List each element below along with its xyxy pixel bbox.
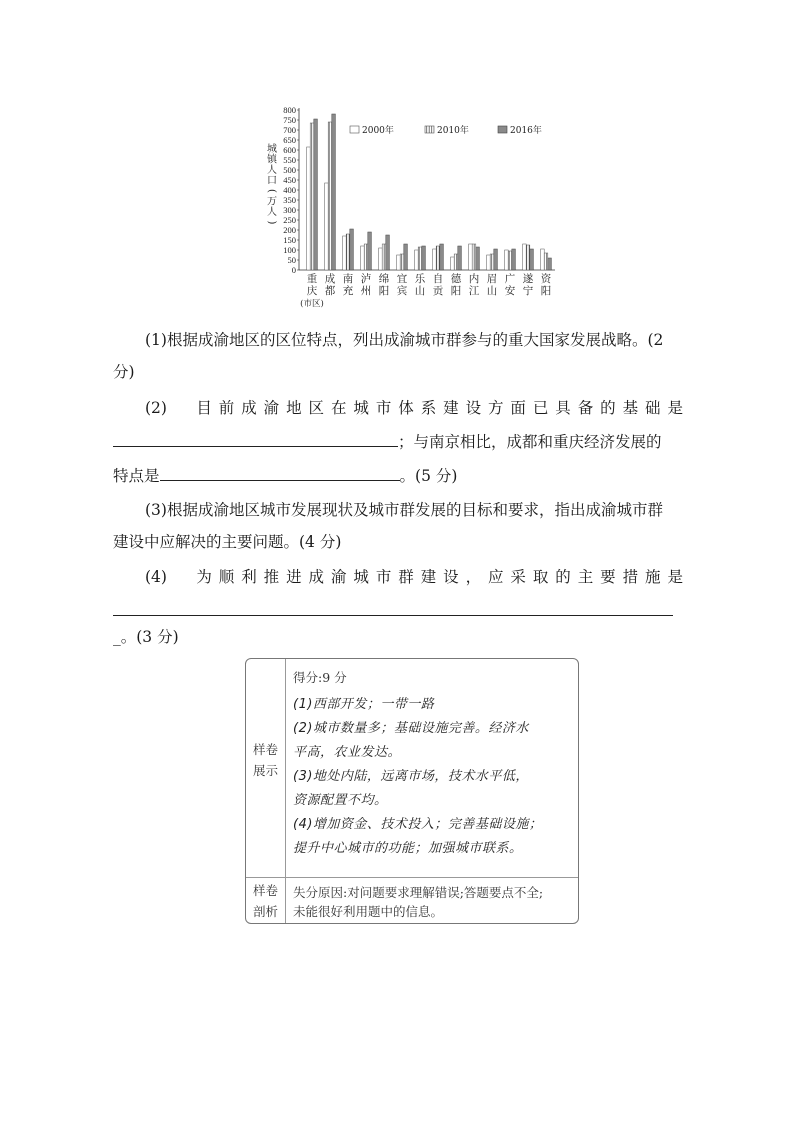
category-label: 南 (342, 273, 354, 285)
y-tick-label: 400 (283, 185, 296, 195)
y-tick-label: 550 (283, 155, 296, 165)
handwritten-answer-line: 平高，农业发达。 (293, 745, 402, 760)
sample-score: 得分:9 分 (293, 670, 347, 685)
category-label: 资 (540, 273, 552, 285)
bar-2010年 (382, 244, 386, 270)
chart-category-labels (300, 272, 552, 309)
chart-bars (307, 114, 552, 270)
bar-2016年 (512, 249, 516, 270)
bar-2010年 (310, 123, 314, 270)
category-label: 充 (342, 285, 354, 297)
bar-2000年 (523, 244, 527, 270)
category-label: 泸 (360, 273, 372, 285)
y-tick-label: 150 (283, 235, 296, 245)
bar-2010年 (472, 244, 476, 270)
y-tick-label: 500 (283, 165, 296, 175)
legend-label: 2010年 (437, 126, 469, 136)
chart-y-label (266, 142, 278, 225)
y-tick-label: 100 (283, 245, 296, 255)
y-tick-label: 50 (287, 255, 296, 265)
chart-legend (350, 124, 542, 136)
y-label-char: 人 (267, 165, 277, 176)
bar-2000年 (379, 248, 383, 270)
sample-divider (246, 877, 578, 878)
bar-2016年 (368, 232, 372, 270)
category-label: 重 (306, 273, 318, 285)
category-label: 绵 (378, 273, 390, 285)
bar-2000年 (307, 147, 311, 270)
question-2-line-1: (2) 目前成渝地区在城市体系建设方面已具备的基础是 (145, 399, 683, 417)
question-3 (113, 500, 683, 552)
y-tick-label: 0 (291, 265, 296, 275)
bar-2010年 (436, 246, 440, 270)
question-1-line-2: 分) (113, 363, 135, 381)
bar-2016年 (350, 229, 354, 270)
bar-2010年 (508, 251, 512, 270)
handwritten-answer-line: (2)城市数量多；基础设施完善。经济水 (293, 721, 529, 736)
question-2 (113, 398, 683, 486)
legend-swatch-2010年 (425, 126, 434, 133)
y-tick-label: 750 (283, 115, 296, 125)
category-label: 宁 (522, 285, 534, 297)
category-label: 阳 (378, 285, 390, 297)
bar-2000年 (505, 250, 509, 270)
bar-2010年 (526, 245, 530, 270)
category-label: 州 (360, 285, 372, 297)
category-label: 山 (414, 285, 426, 297)
bar-2016年 (548, 258, 552, 270)
question-4-line-3: _。(3 分) (113, 628, 179, 646)
y-tick-label: 200 (283, 225, 296, 235)
bar-2000年 (397, 255, 401, 270)
question-2-line-2-text: ；与南京相比，成都和重庆经济发展的 (398, 433, 662, 451)
handwritten-answer-line: 提升中心城市的功能；加强城市联系。 (293, 841, 523, 856)
category-label: 安 (504, 285, 516, 297)
bar-2010年 (544, 253, 548, 270)
legend-label: 2000年 (362, 126, 394, 136)
question-2-line-3-end: 。(5 分) (399, 467, 458, 485)
y-tick-label: 600 (283, 145, 296, 155)
legend-label: 2016年 (510, 126, 542, 136)
handwritten-answer-line: (1)西部开发；一带一路 (293, 697, 435, 712)
bar-2016年 (530, 249, 534, 270)
handwritten-answer-line: (3)地处内陆，远离市场，技术水平低， (293, 769, 529, 784)
category-label: 广 (504, 273, 516, 285)
category-label: 宜 (396, 273, 408, 285)
sample-analysis-label-1: 样卷 (252, 883, 278, 898)
bar-2000年 (325, 183, 329, 270)
sample-analysis-line-2: 未能很好利用题中的信息。 (293, 904, 444, 919)
bar-2010年 (400, 254, 404, 270)
y-tick-label: 250 (283, 215, 296, 225)
bar-2016年 (386, 235, 390, 270)
bar-2000年 (415, 250, 419, 270)
handwritten-answer-line: 资源配置不均。 (293, 793, 388, 808)
category-label: 江 (468, 285, 480, 297)
bar-2000年 (469, 244, 473, 270)
sample-analysis-label-2: 剖析 (252, 904, 278, 919)
bar-2016年 (422, 246, 426, 270)
category-label: 山 (486, 285, 498, 297)
y-label-char: ( (266, 189, 277, 193)
answer-blank-1[interactable] (113, 430, 398, 447)
sample-analysis-line-1: 失分原因:对问题要求理解错误;答题要点不全; (293, 885, 544, 900)
bar-2016年 (494, 249, 498, 270)
bar-2010年 (364, 244, 368, 270)
category-label: 阳 (450, 285, 462, 297)
bar-2016年 (458, 246, 462, 270)
y-tick-label: 450 (283, 175, 296, 185)
bar-2016年 (332, 114, 336, 270)
category-label: 眉 (486, 273, 498, 285)
bar-2016年 (440, 244, 444, 270)
question-2-line-3-text: 特点是 (113, 467, 160, 485)
answer-blank-2[interactable] (160, 464, 400, 481)
bar-2016年 (476, 247, 480, 270)
bar-2010年 (328, 122, 332, 270)
question-4-line-1: (4) 为顺利推进成渝城市群建设，应采取的主要措施是 (145, 568, 683, 586)
category-label: 阳 (540, 285, 552, 297)
bar-2000年 (451, 257, 455, 270)
bar-2000年 (433, 249, 437, 270)
y-tick-label: 300 (283, 205, 296, 215)
bar-2000年 (487, 255, 491, 270)
category-label: 都 (324, 285, 336, 297)
category-label: 遂 (522, 273, 534, 285)
bar-2010年 (346, 234, 350, 270)
answer-blank-3[interactable] (113, 599, 673, 616)
category-label: (市区) (300, 299, 324, 309)
sample-display-label-1: 样卷 (252, 742, 278, 757)
category-label: 内 (468, 273, 480, 285)
sample-analysis-label (246, 878, 286, 924)
y-label-char: ) (266, 220, 277, 225)
y-tick-label: 650 (283, 135, 296, 145)
y-tick-label: 350 (283, 195, 296, 205)
bar-2016年 (314, 119, 318, 270)
y-label-char: 城 (267, 144, 277, 155)
urban-population-bar-chart (258, 100, 558, 310)
bar-2000年 (541, 249, 545, 270)
category-label: 德 (450, 273, 462, 285)
question-2-line-3 (113, 464, 683, 486)
category-label: 贡 (432, 285, 444, 297)
category-label: 成 (324, 273, 336, 285)
bar-2000年 (361, 246, 365, 270)
y-tick-label: 700 (283, 125, 296, 135)
y-tick-label: 800 (283, 105, 296, 115)
y-label-char: 口 (267, 175, 277, 187)
sample-display-label (246, 659, 286, 877)
category-label: 庆 (306, 285, 318, 297)
y-label-char: 镇 (267, 154, 277, 166)
sample-display-label-2: 展示 (252, 763, 278, 778)
bar-2010年 (418, 247, 422, 270)
legend-swatch-2000年 (350, 126, 359, 133)
category-label: 自 (432, 273, 444, 285)
question-3-line-2: 建设中应解决的主要问题。(4 分) (113, 533, 342, 551)
category-label: 乐 (414, 273, 426, 285)
bar-2010年 (490, 254, 494, 270)
question-4-line-2 (113, 599, 683, 615)
y-label-char: 人 (267, 207, 277, 218)
bar-2016年 (404, 244, 408, 270)
category-label: 宾 (396, 285, 408, 297)
question-4 (113, 567, 683, 647)
question-2-line-2 (113, 430, 683, 452)
chart-y-ticks (283, 105, 299, 275)
y-label-char: 万 (267, 196, 277, 208)
legend-swatch-2016年 (498, 126, 507, 133)
handwritten-answer-line: (4)增加资金、技术投入；完善基础设施； (293, 817, 543, 832)
question-3-line-1: (3)根据成渝地区城市发展现状及城市群发展的目标和要求，指出成渝城市群 (145, 501, 663, 519)
sample-answer-box (245, 658, 579, 924)
question-1-line-1: (1)根据成渝地区的区位特点，列出成渝城市群参与的重大国家发展战略。(2 (145, 331, 664, 349)
question-1 (113, 330, 683, 382)
bar-2010年 (454, 254, 458, 270)
bar-2000年 (343, 236, 347, 270)
